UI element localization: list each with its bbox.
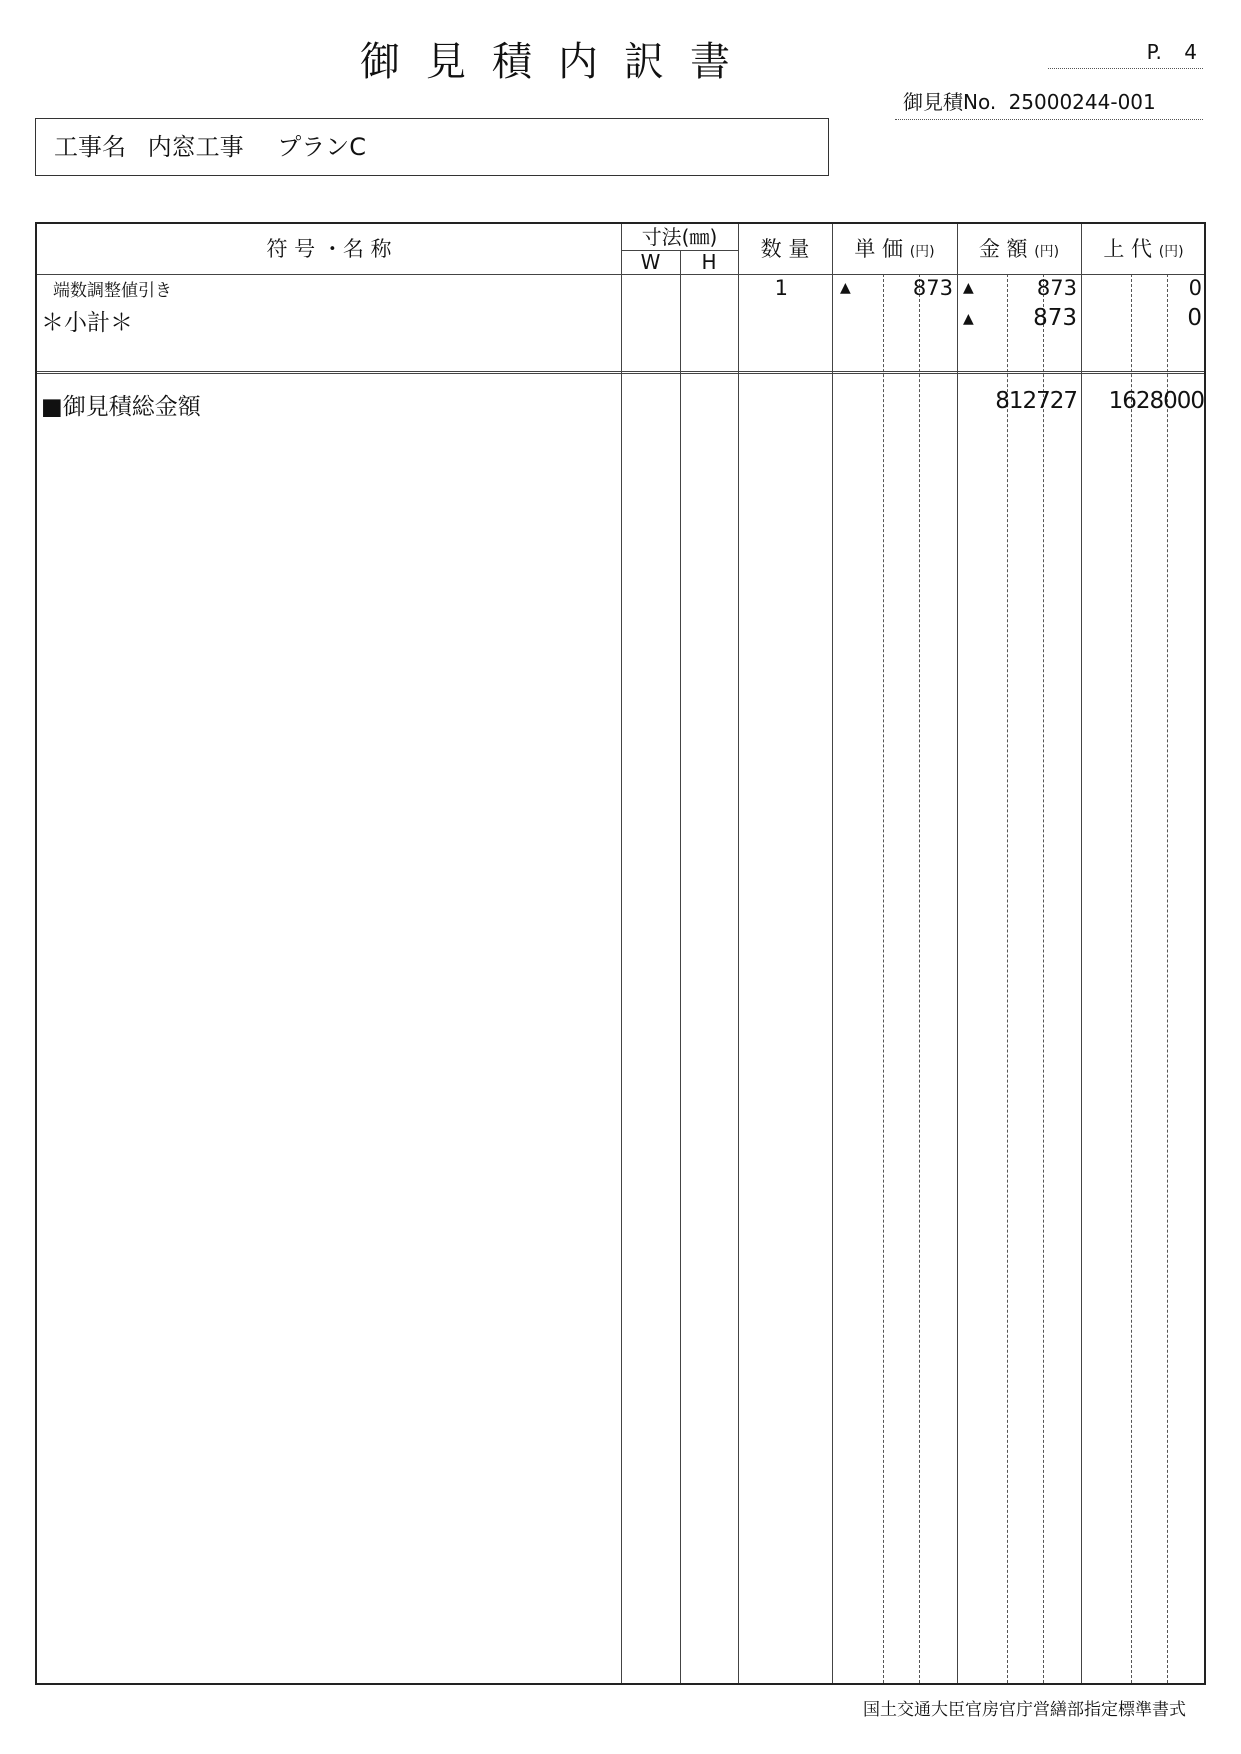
- row-1-list-price: 0: [1188, 276, 1202, 300]
- subtotal-amount: 873: [1033, 305, 1077, 331]
- estimate-no-label: 御見積No.: [903, 90, 997, 114]
- header-h: H: [701, 250, 717, 274]
- breakdown-table: [35, 222, 1206, 1685]
- header-name: 符 号 ・名 称: [266, 237, 392, 261]
- row-1-amount: 873: [1036, 276, 1077, 300]
- total-label: ■御見積総金額: [41, 394, 201, 420]
- header-w: W: [640, 250, 661, 274]
- page-value: 4: [1184, 40, 1197, 64]
- document-title: 御見積内訳書: [360, 39, 756, 85]
- header-quantity: 数 量: [760, 237, 810, 261]
- project-name: 内窓工事: [147, 133, 244, 161]
- header-amount: 金 額 (円): [978, 237, 1060, 261]
- row-1-unit-price: 873: [912, 276, 953, 300]
- total-list-price: 1628000: [1108, 388, 1204, 414]
- subtotal-list-price: 0: [1187, 305, 1202, 331]
- page-label: P.: [1146, 40, 1162, 64]
- footer-standard-format: 国土交通大臣官房官庁営繕部指定標準書式: [863, 1700, 1186, 1720]
- row-1-amount-mark: ▲: [963, 280, 974, 296]
- row-1-quantity: 1: [774, 276, 788, 300]
- page-number: [1048, 40, 1203, 69]
- estimate-no-value: 25000244-001: [1008, 90, 1156, 114]
- project-name-box: [35, 118, 829, 176]
- subtotal-label: ＊小計＊: [41, 310, 133, 336]
- subtotal-amount-mark: ▲: [963, 311, 974, 327]
- header-unit-price: 単 価 (円): [854, 237, 935, 261]
- header-list-price: 上 代 (円): [1103, 237, 1184, 261]
- total-amount: 812727: [995, 388, 1077, 414]
- estimate-number: [895, 86, 1203, 120]
- project-label: 工事名: [54, 133, 126, 161]
- row-1-name: 端数調整値引き: [53, 281, 172, 301]
- header-dimension: 寸法(㎜): [641, 225, 718, 249]
- row-1-unit-price-mark: ▲: [840, 280, 851, 296]
- project-plan: プランC: [277, 133, 367, 161]
